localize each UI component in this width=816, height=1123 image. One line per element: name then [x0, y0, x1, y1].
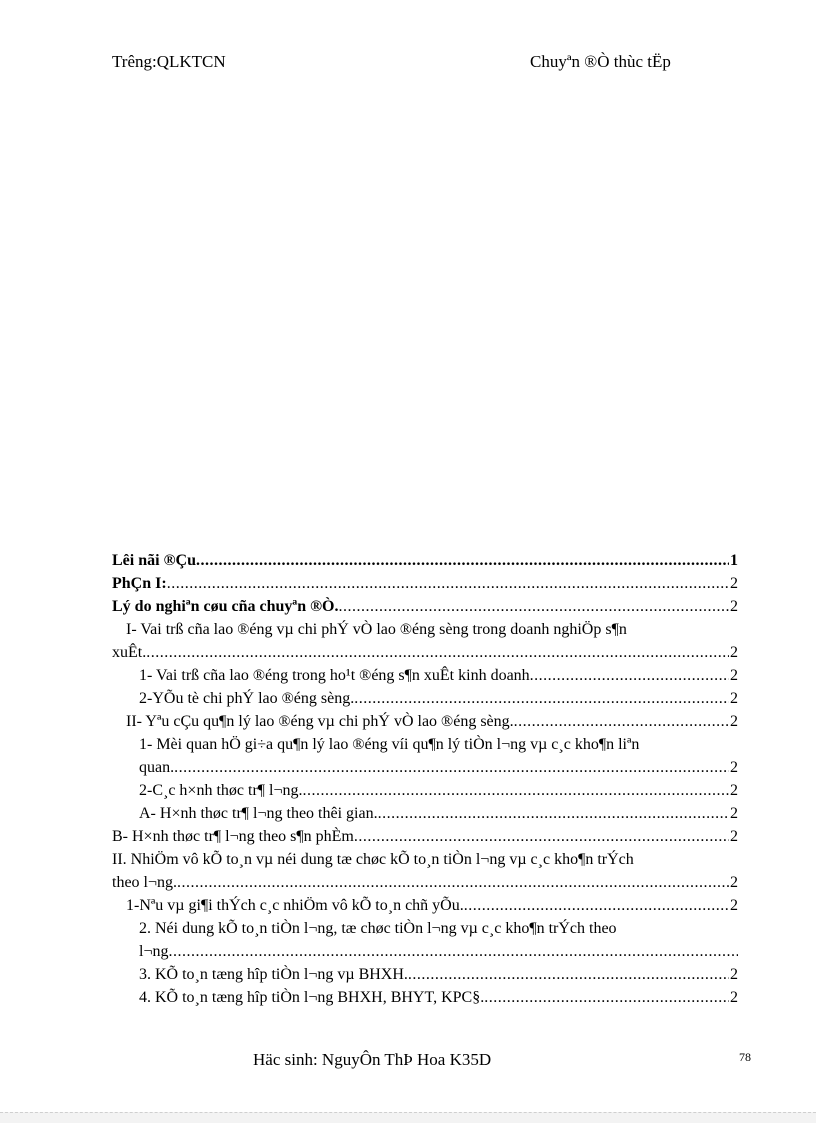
toc-entry	[112, 894, 738, 917]
toc-entry	[112, 825, 738, 848]
toc-entry-page: 2	[730, 989, 738, 1006]
toc-entry-first-line: 2. Néi dung kÕ to¸n tiÒn l¬ng, tæ chøc tiÒn l¬ng vµ c¸c kho¶n trÝch theo	[139, 920, 617, 937]
toc-entry-title: 2-C¸c h×nh thøc tr¶ l¬ng.	[139, 782, 303, 799]
toc-entry-page: 2	[730, 782, 738, 799]
toc-entry-page: 2	[730, 575, 738, 592]
header-left: Trêng:QLKTCN	[112, 52, 226, 71]
toc-leader-dots	[167, 572, 729, 595]
toc-entry-page: 2	[730, 966, 738, 983]
toc-entry-title: A- H×nh thøc tr¶ l¬ng theo thêi gian.	[139, 805, 378, 822]
toc-entry-title: xuÊt.	[112, 644, 147, 661]
toc-entry-page: 2	[730, 897, 738, 914]
toc-entry	[112, 549, 738, 572]
toc-leader-dots	[484, 986, 729, 1009]
toc-entry-title: Lý do nghiªn cøu cña chuyªn ®Ò.	[112, 598, 339, 615]
toc-leader-dots	[354, 687, 729, 710]
toc-leader-dots	[514, 710, 729, 733]
toc-entry-page: 2	[730, 713, 738, 730]
toc-entry-page: 2	[730, 874, 738, 891]
toc-entry-page: 2	[730, 667, 738, 684]
toc-leader-dots	[408, 963, 729, 986]
toc-entry-title: II- Yªu cÇu qu¶n lý lao ®éng vµ chi phÝ vÒ lao ®éng sèng.	[126, 713, 514, 730]
toc-entry-title: 1-Nªu vµ gi¶i thÝch c¸c nhiÖm vô kÕ to¸n chñ yÕu.	[126, 897, 464, 914]
toc-leader-dots	[174, 756, 729, 779]
toc-leader-dots	[530, 664, 729, 687]
toc-entry	[112, 595, 738, 618]
page-number: 78	[739, 1050, 751, 1064]
toc-leader-dots	[168, 940, 738, 963]
toc-leader-dots	[196, 549, 729, 572]
toc-entry-title: 1- Vai trß cña lao ®éng trong ho¹t ®éng s¶n xuÊt kinh doanh	[139, 667, 530, 684]
header-right: Chuyªn ®Ò thùc tËp	[530, 52, 671, 71]
toc-entry	[112, 986, 738, 1009]
toc-entry-title: B- H×nh thøc tr¶ l¬ng theo s¶n phÈm	[112, 828, 354, 845]
toc-entry	[112, 963, 738, 986]
toc-entry	[112, 687, 738, 710]
toc-entry-page: 2	[730, 644, 738, 661]
toc-entry-title: l¬ng	[139, 943, 169, 960]
toc-entry	[112, 572, 738, 595]
toc-entry-title: 3. KÕ to¸n tæng hîp tiÒn l¬ng vµ BHXH.	[139, 966, 408, 983]
toc-entry	[112, 779, 738, 802]
toc-entry-title: 4. KÕ to¸n tæng hîp tiÒn l¬ng BHXH, BHYT, KPC§.	[139, 989, 485, 1006]
toc-entry	[112, 756, 738, 779]
toc-leader-dots	[339, 595, 730, 618]
toc-entry-title: Lêi nãi ®Çu	[112, 552, 196, 569]
toc-entry-page: 1	[730, 552, 738, 569]
toc-entry	[112, 802, 738, 825]
toc-leader-dots	[378, 802, 729, 825]
page-bottom-edge	[0, 1112, 816, 1123]
toc-entry-title: 2-YÕu tè chi phÝ lao ®éng sèng.	[139, 690, 355, 707]
toc-leader-dots	[177, 871, 729, 894]
toc-entry-first-line: 1- Mèi quan hÖ gi÷a qu¶n lý lao ®éng víi qu¶n lý tiÒn l¬ng vµ c¸c kho¶n liªn	[139, 736, 640, 753]
toc-entry-title: theo l¬ng.	[112, 874, 178, 891]
toc-entry	[112, 664, 738, 687]
toc-entry-first-line: II. NhiÖm vô kÕ to¸n vµ néi dung tæ chøc kÕ to¸n tiÒn l¬ng vµ c¸c kho¶n trÝch	[112, 851, 634, 868]
toc-entry-page: 2	[730, 690, 738, 707]
toc-entry-first-line: I- Vai trß cña lao ®éng vµ chi phÝ vÒ lao ®éng sèng trong doanh nghiÖp s¶n	[126, 621, 627, 638]
toc-entry	[112, 871, 738, 894]
toc-leader-dots	[464, 894, 729, 917]
toc-leader-dots	[354, 825, 729, 848]
toc-leader-dots	[146, 641, 729, 664]
toc-entry-title: PhÇn I:	[112, 575, 167, 592]
table-of-contents	[112, 549, 738, 1009]
footer-author: Häc sinh: NguyÔn ThÞ Hoa K35D	[253, 1050, 492, 1069]
toc-entry-title: quan.	[139, 759, 175, 776]
toc-entry-page: 2	[730, 598, 738, 615]
toc-entry-page: 2	[730, 828, 738, 845]
toc-leader-dots	[303, 779, 730, 802]
toc-entry	[112, 641, 738, 664]
toc-entry-page: 2	[730, 759, 738, 776]
toc-entry-page: 2	[730, 805, 738, 822]
toc-entry	[112, 940, 738, 963]
toc-entry	[112, 710, 738, 733]
